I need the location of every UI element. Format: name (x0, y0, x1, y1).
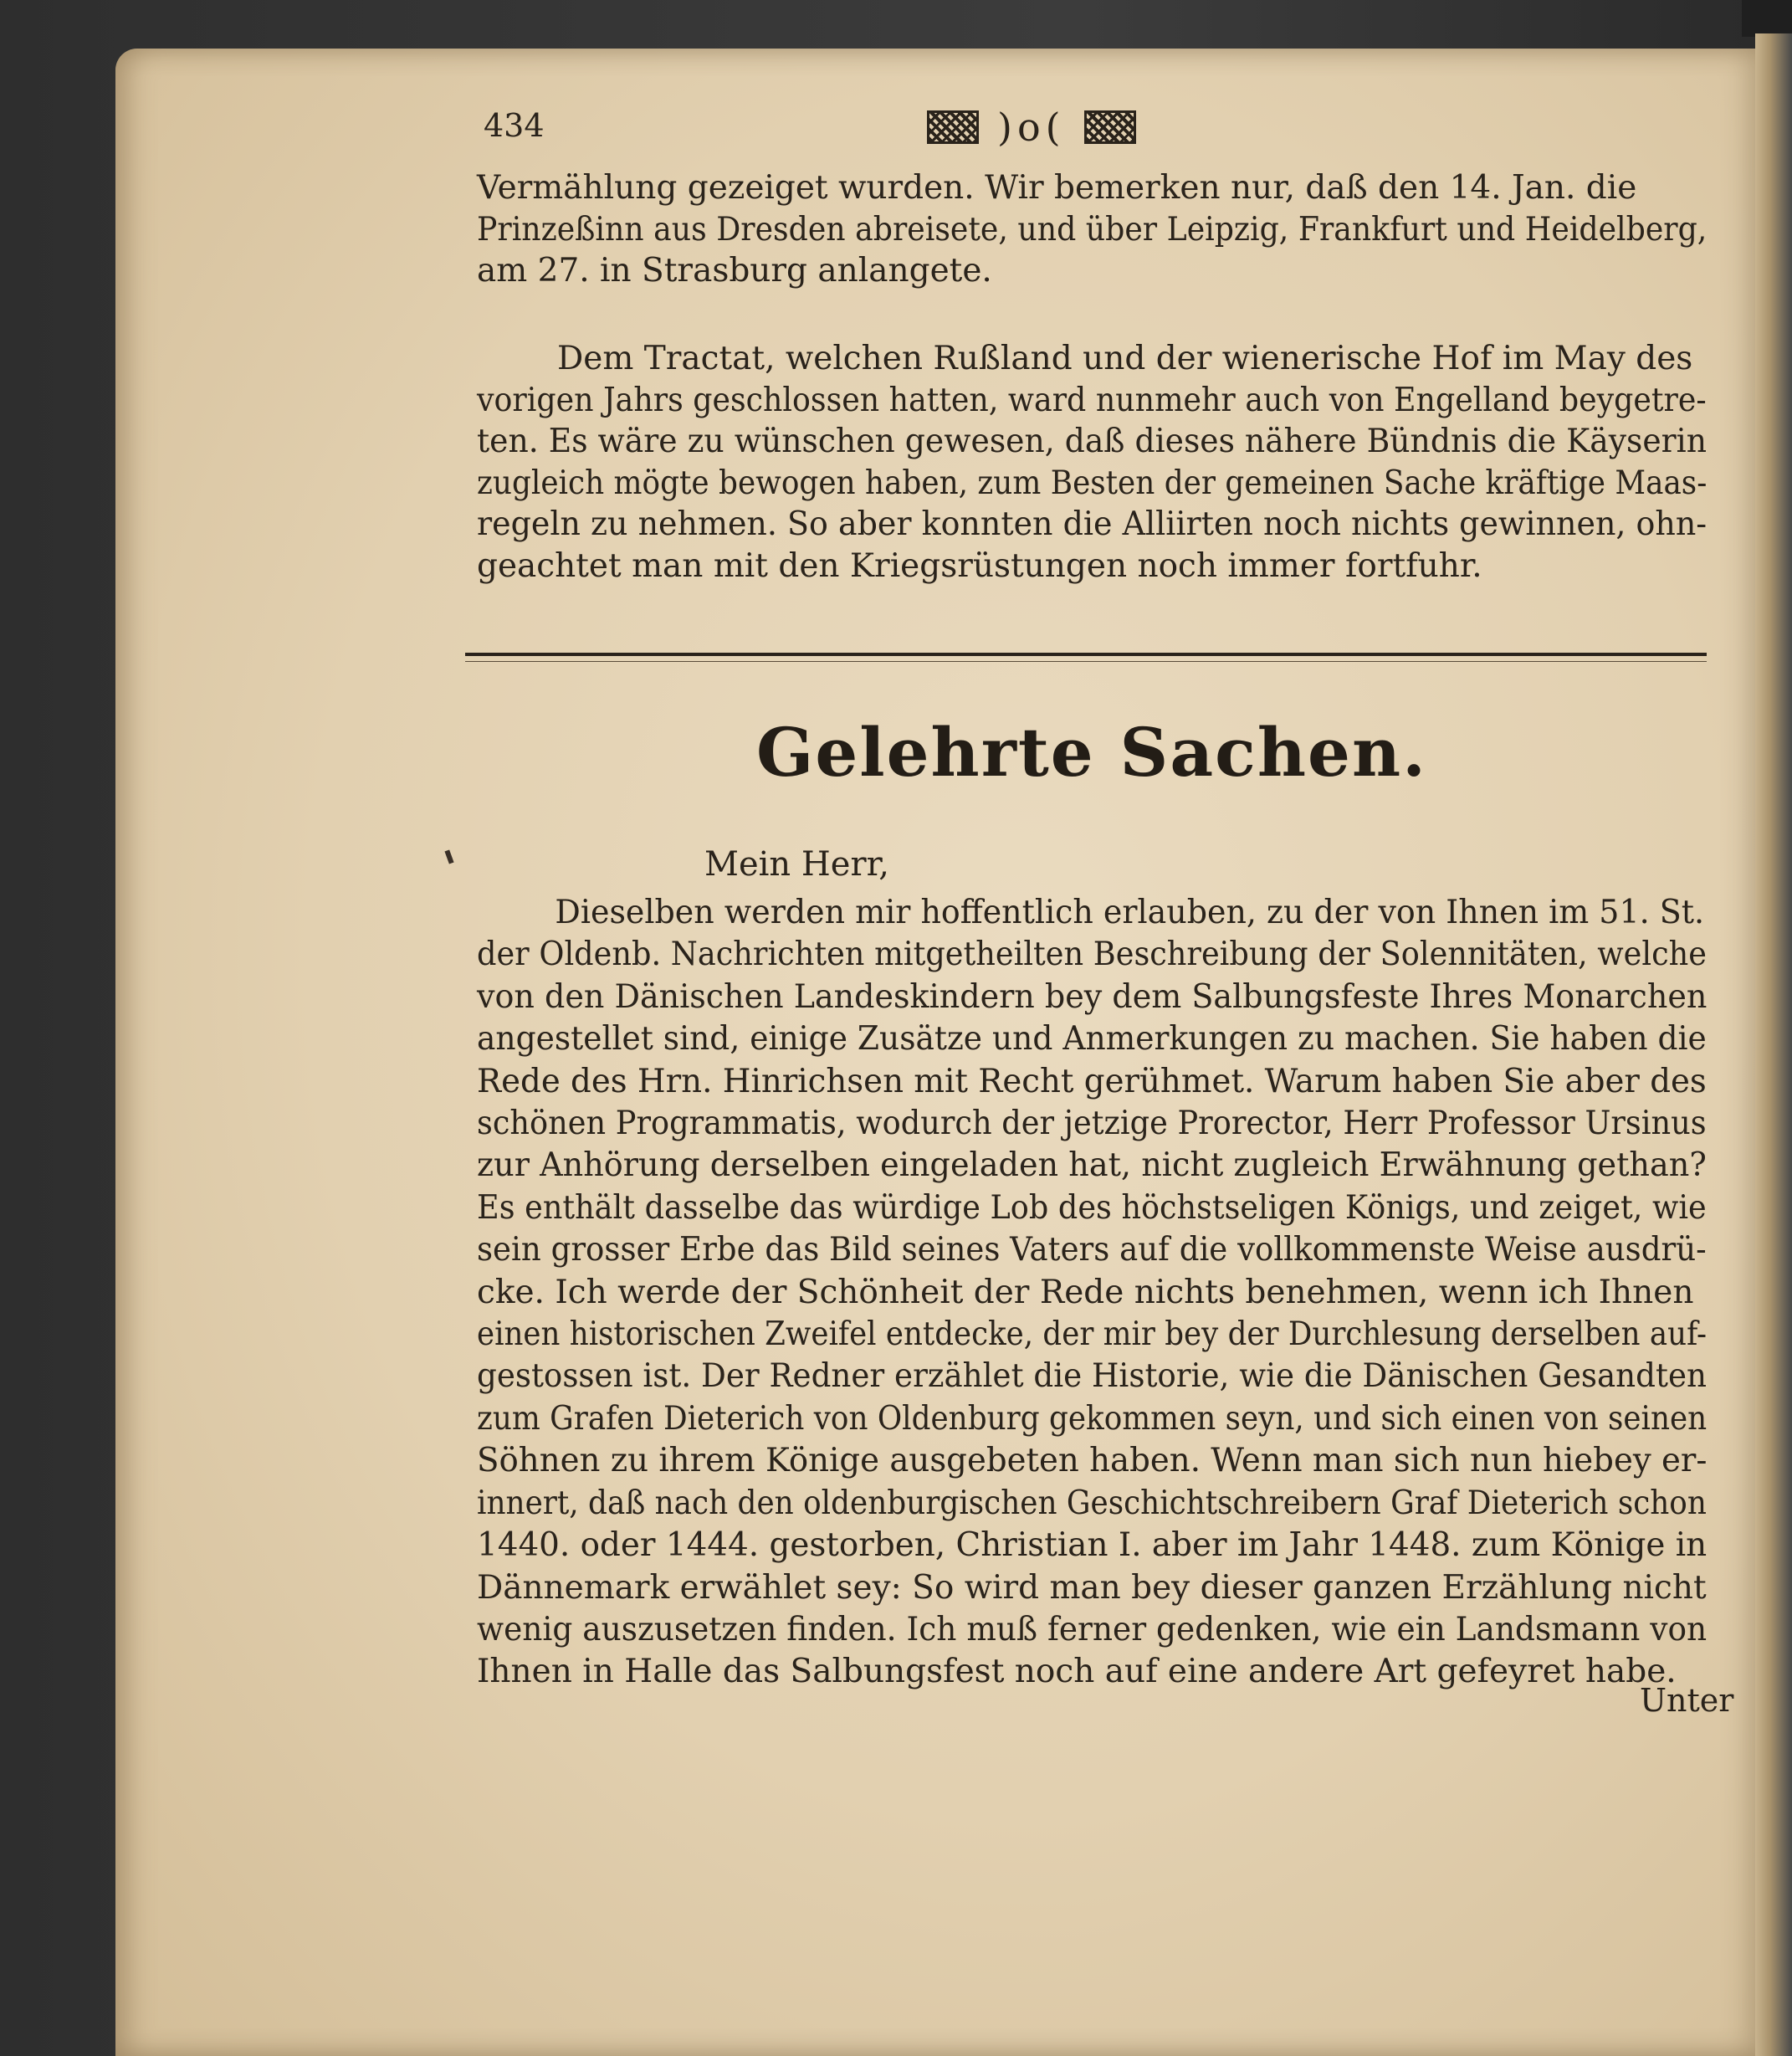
catchword: Unter (1640, 1682, 1734, 1719)
text-line: zugleich mögte bewogen haben, zum Besten der gemeinen Sache kräftige Maas- (477, 464, 1708, 502)
text-line: einen historischen Zweifel entdecke, der mir bey der Durchlesung derselben auf- (477, 1315, 1708, 1354)
text-line: sein grosser Erbe das Bild seines Vaters auf die vollkommenste Weise ausdrü- (477, 1231, 1707, 1269)
text-line: Prinzeßinn aus Dresden abreisete, und über Leipzig, Frankfurt und Heidelberg, (477, 210, 1708, 249)
text-line: cke. Ich werde der Schönheit der Rede nichts benehmen, wenn ich Ihnen (477, 1273, 1694, 1311)
page-number: 434 (484, 107, 545, 144)
section-divider-fine (465, 661, 1707, 662)
text-line: 1440. oder 1444. gestorben, Christian I. aber im Jahr 1448. zum Könige in (477, 1526, 1708, 1565)
paragraph-1 (477, 167, 1707, 292)
text-line: geachtet man mit den Kriegsrüstungen noch immer fortfuhr. (477, 546, 1482, 585)
text-line: Rede des Hrn. Hinrichsen mit Recht gerühmet. Warum haben Sie aber des (477, 1062, 1707, 1100)
letter-body (477, 892, 1707, 1694)
scan-corner-shadow (1742, 0, 1792, 37)
text-line: der Oldenb. Nachrichten mitgetheilten Beschreibung der Solennitäten, welche (477, 936, 1707, 974)
text-line: regeln zu nehmen. So aber konnten die Alliirten noch nichts gewinnen, ohn- (477, 505, 1708, 543)
text-line: innert, daß nach den oldenburgischen Geschichtschreibern Graf Dieterich schon (477, 1484, 1707, 1522)
text-line: ten. Es wäre zu wünschen gewesen, daß dieses nähere Bündnis die Käyserin (477, 423, 1708, 460)
text-line: Dännemark erwählet sey: So wird man bey dieser ganzen Erzählung nicht (477, 1568, 1707, 1607)
text-line: schönen Programmatis, wodurch der jetzige Prorector, Herr Professor Ursinus (477, 1105, 1707, 1143)
text-line: von den Dänischen Landeskindern bey dem Salbungsfeste Ihres Monarchen (477, 977, 1708, 1016)
salutation: Mein Herr, (704, 845, 890, 884)
ornament-left-icon (927, 110, 979, 144)
text-line: angestellet sind, einige Zusätze und Anmerkungen zu machen. Sie haben die (477, 1020, 1707, 1059)
page-edge (1755, 33, 1792, 2056)
text-line: wenig auszusetzen finden. Ich muß ferner gedenken, wie ein Landsmann von (477, 1610, 1708, 1648)
section-divider (465, 653, 1707, 656)
ornament-right-icon (1084, 110, 1136, 144)
paragraph-2 (477, 338, 1707, 587)
text-line: gestossen ist. Der Redner erzählet die Historie, wie die Dänischen Gesandten (477, 1357, 1707, 1396)
text-line: Söhnen zu ihrem Könige ausgebeten haben. Wenn man sich nun hiebey er- (477, 1442, 1708, 1480)
text-line: Es enthält dasselbe das würdige Lob des höchstseligen Königs, und zeiget, wie (477, 1188, 1707, 1227)
text-line: zum Grafen Dieterich von Oldenburg gekommen seyn, und sich einen von seinen (477, 1399, 1708, 1438)
text-line: am 27. in Strasburg anlangete. (477, 252, 992, 290)
section-title: Gelehrte Sachen. (756, 713, 1427, 792)
running-head (927, 102, 1136, 152)
text-line: zur Anhörung derselben eingeladen hat, nicht zugleich Erwähnung gethan? (477, 1146, 1707, 1185)
text-line: vorigen Jahrs geschlossen hatten, ward nunmehr auch von Engelland beygetre- (477, 381, 1707, 419)
text-line: Dieselben werden mir hoffentlich erlauben, zu der von Ihnen im 51. St. (555, 894, 1705, 931)
text-line: Ihnen in Halle das Salbungsfest noch auf eine andere Art gefeyret habe. (477, 1653, 1677, 1691)
running-head-separator: )o( (997, 105, 1066, 150)
text-line: Dem Tractat, welchen Rußland und der wienerische Hof im May des (557, 340, 1693, 377)
text-line: Vermählung gezeiget wurden. Wir bemerken nur, daß den 14. Jan. die (477, 169, 1637, 207)
page-header (484, 102, 1705, 161)
